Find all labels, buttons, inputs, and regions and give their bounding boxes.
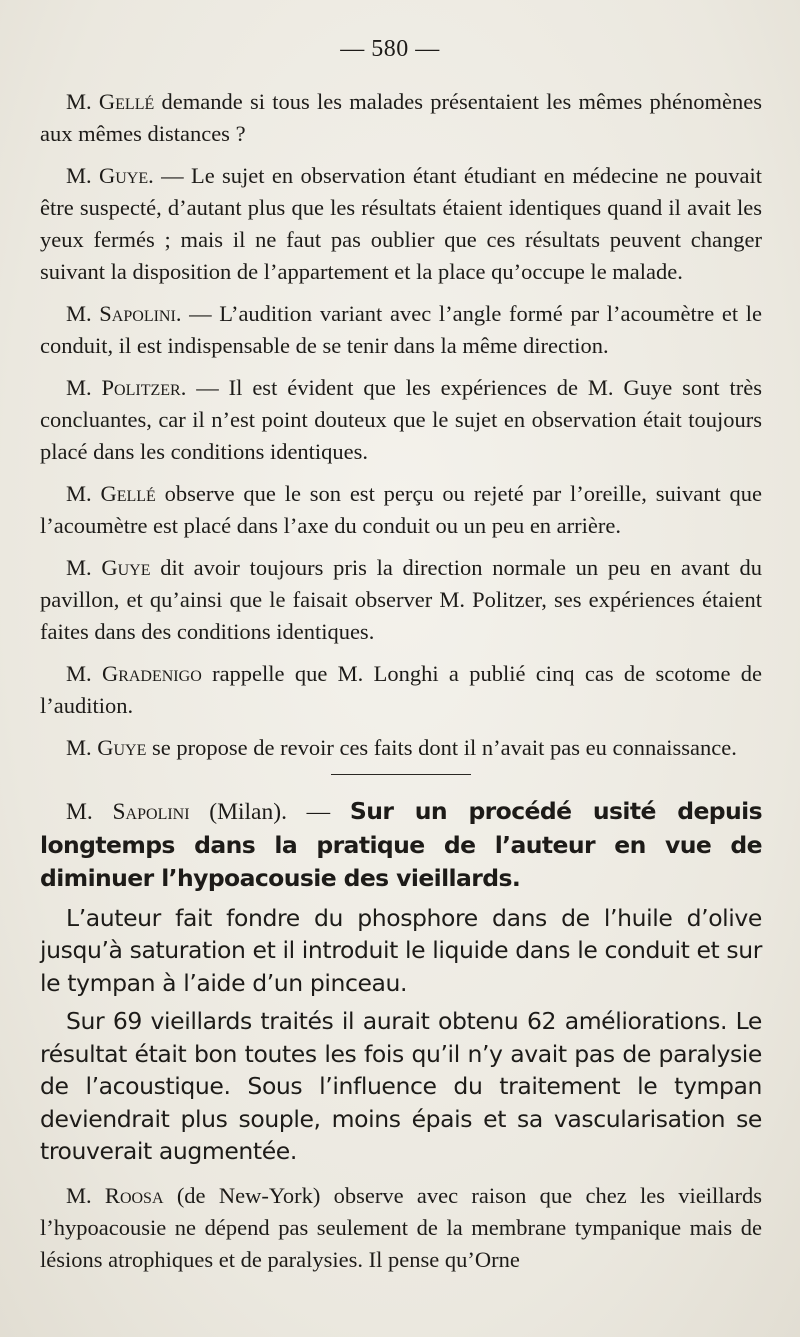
paragraph-text: . — L’audition variant avec l’angle formé par l’acoumètre et le conduit, il est indispensable de se tenir dans la même direction. [40,301,763,358]
speaker-name: M. Roosa [66,1182,164,1208]
discussion-paragraph [40,1180,762,1276]
discussion-paragraph [40,372,762,468]
communication-body-paragraph: Sur 69 vieillards traités il aurait obtenu 62 améliorations. Le résultat était bon toutes les fois qu’il n’y avait pas de paralysie de l’acoustique. Sous l’influence du traitement le tympan deviendrait plus souple, moins épais et sa vascularisation se trouverait augmentée. [40,1007,762,1165]
communication-affiliation: (Milan). — [189,799,350,825]
section-divider [331,774,471,775]
speaker-name: M. Sapolini [66,301,176,326]
discussion-paragraph [40,160,762,288]
discussion-paragraph [40,86,762,150]
paragraph-text: rappelle que M. Longhi a publié cinq cas de scotome de l’audition. [40,661,762,718]
discussion-paragraph [40,658,762,722]
discussion-paragraph [40,552,762,648]
speaker-name: M. Guye [66,735,147,760]
discussion-paragraph [40,478,762,542]
speaker-name: M. Guye [66,555,151,580]
paragraph-text: dit avoir toujours pris la direction normale un peu en avant du pavillon, et qu’ainsi que le faisait observer M. Politzer, ses expériences étaient faites dans des conditions identiques. [40,555,762,644]
speaker-name: M. Gellé [66,481,156,506]
page-number: — 580 — [340,36,440,62]
paragraph-text: observe que le son est perçu ou rejeté par l’oreille, suivant que l’acoumètre est placé dans l’axe du conduit ou un peu en arrière. [40,481,762,538]
speaker-name: M. Guye [66,163,149,188]
paragraph-text: . — Le sujet en observation étant étudiant en médecine ne pouvait être suspecté, d’autant plus que les résultats étaient identiques quand il avait les yeux fermés ; mais il ne faut pas oublier que ces résultats peuvent changer suivant la disposition de l’appartement et la place qu’occupe le malade. [40,163,762,284]
paragraph-text: se propose de revoir ces faits dont il n’avait pas eu connaissance. [146,735,737,760]
discussion-paragraph [40,298,762,362]
speaker-name: M. Gellé [66,89,155,114]
speaker-name: M. Politzer [66,375,181,400]
paragraph-text: demande si tous les malades présentaient les mêmes phénomènes aux mêmes distances ? [40,89,762,146]
discussion-paragraph [40,732,762,764]
paragraph-text: (de New-York) observe avec raison que chez les vieillards l’hypoacousie ne dépend pas seulement de la membrane tympanique mais de lésions atrophiques et de paralysies. Il pense qu’Orne [40,1182,763,1272]
text-column [40,86,762,1286]
communication-title: Sur un procédé usité depuis longtemps dans la pratique de l’auteur en vue de diminuer l’hypoacousie des vieillards. [40,797,762,892]
paragraph-text: . — Il est évident que les expériences de M. Guye sont très concluantes, car il n’est point douteux que le sujet en observation était toujours placé dans les conditions identiques. [40,375,763,464]
communication-heading [40,795,762,896]
speaker-name: M. Gradenigo [66,661,202,686]
communication-author: M. Sapolini [66,799,190,825]
communication-body-paragraph: L’auteur fait fondre du phosphore dans de l’huile d’olive jusqu’à saturation et il introduit le liquide dans le conduit et sur le tympan à l’aide d’un pinceau. [40,903,763,997]
